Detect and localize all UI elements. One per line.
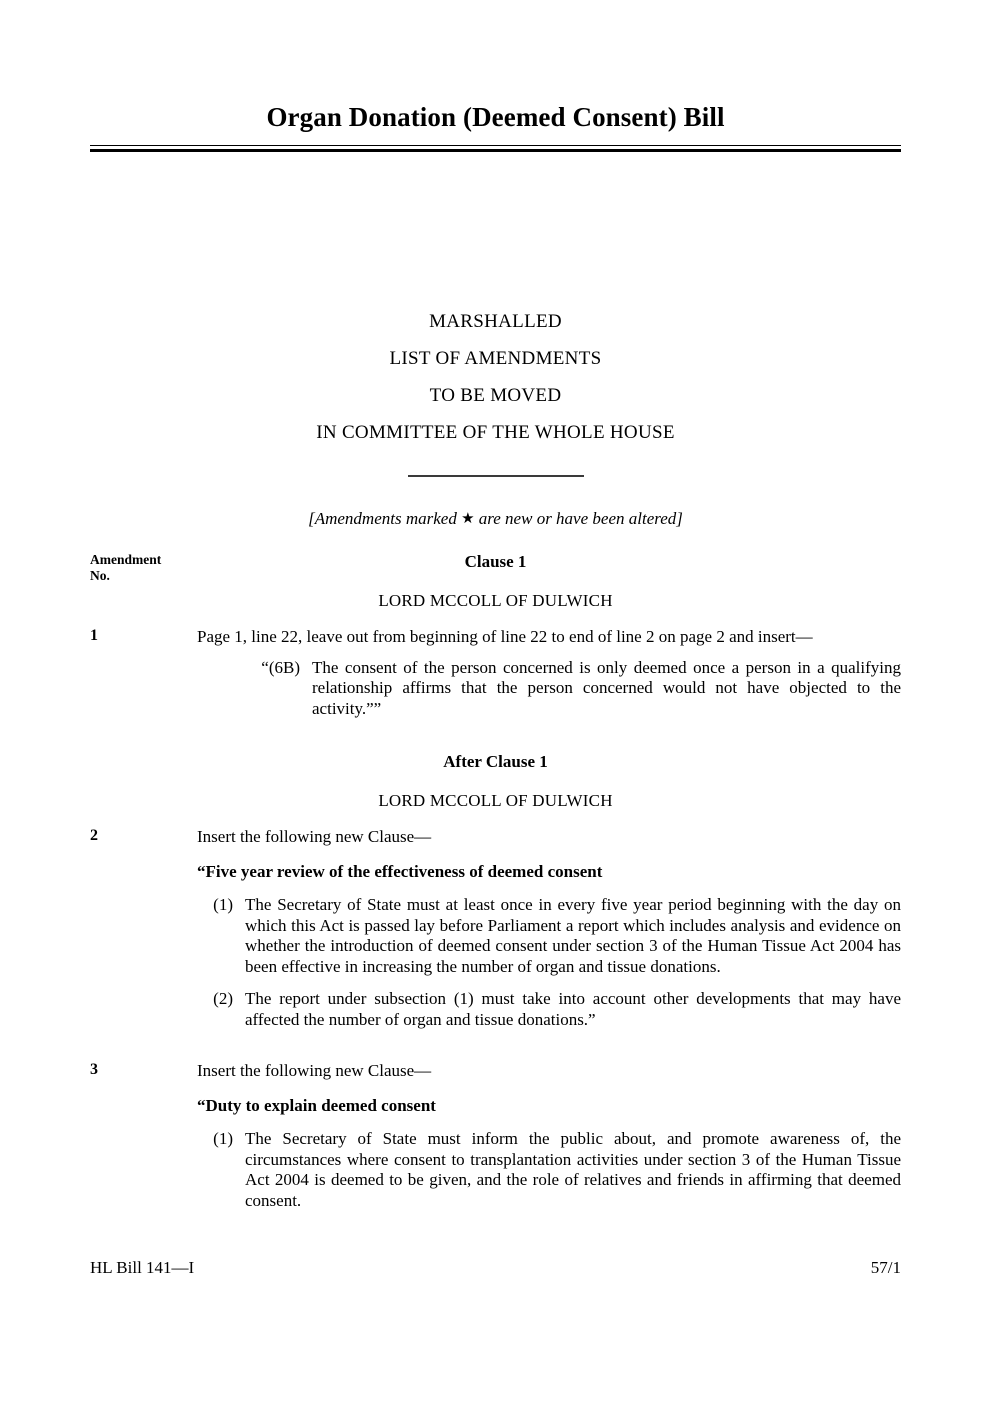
amendment-row-1	[90, 627, 901, 648]
heading-short-rule	[408, 475, 584, 477]
new-clause-title: “Five year review of the effectiveness of deemed consent	[197, 861, 603, 881]
marked-note-after: are new or have been altered]	[474, 509, 683, 528]
section-heading-after-clause-1: After Clause 1	[443, 752, 548, 771]
amendment-number: 1	[90, 627, 98, 644]
member-name-after-clause-1: LORD MCCOLL OF DULWICH	[378, 791, 613, 810]
title-rule-thick	[90, 149, 901, 152]
amendment-no-label-line1: Amendment	[90, 552, 162, 567]
page-footer	[90, 1258, 901, 1278]
amendment-number: 2	[90, 827, 98, 844]
amendment-1-subparagraph	[240, 658, 901, 720]
amendments-content	[90, 552, 901, 1211]
amendment-lead-text: Insert the following new Clause—	[197, 827, 432, 846]
title-rule-thin	[90, 145, 901, 146]
page-title: Organ Donation (Deemed Consent) Bill	[266, 102, 725, 132]
footer-page-marker: 57/1	[870, 1258, 901, 1277]
member-name-clause-1: LORD MCCOLL OF DULWICH	[378, 591, 613, 610]
amendments-marked-note	[90, 509, 901, 529]
amendment-2-paragraph-1	[197, 895, 901, 977]
paragraph-marker: (2)	[213, 989, 233, 1008]
paragraph-marker: (1)	[213, 1129, 233, 1148]
paragraph-text: The Secretary of State must inform the public about, and promote awareness of, the circumstances where consent to transplantation activities under section 3 of the Human Tissue Act 2004 is deemed to be given, and the role of relatives and friends in affirming that deemed consent.	[245, 1129, 901, 1210]
amendment-lead-text: Page 1, line 22, leave out from beginning of line 22 to end of line 2 on page 2 and insert—	[197, 627, 813, 646]
amendment-lead-text: Insert the following new Clause—	[197, 1061, 432, 1080]
section-heading-clause-1: Clause 1	[464, 552, 527, 571]
amendment-no-column-label	[90, 552, 200, 584]
paragraph-marker: (1)	[213, 895, 233, 914]
heading-line-in-committee: IN COMMITTEE OF THE WHOLE HOUSE	[316, 422, 675, 443]
new-clause-title: “Duty to explain deemed consent	[197, 1095, 436, 1115]
amendment-row-2	[90, 827, 901, 848]
star-icon: ★	[461, 511, 475, 527]
heading-line-list-of-amendments: LIST OF AMENDMENTS	[389, 348, 602, 369]
subparagraph-text: The consent of the person concerned is only deemed once a person in a qualifying relationship affirms that the person concerned would not have objected to the activity.””	[312, 657, 901, 718]
paragraph-text: The report under subsection (1) must take into account other developments that may have affected the number of organ and tissue donations.”	[245, 989, 901, 1029]
amendment-no-label-line2: No.	[90, 568, 110, 583]
amendment-3-paragraph-1	[197, 1129, 901, 1211]
amendment-2-paragraph-2	[197, 989, 901, 1030]
marshalled-heading-block	[90, 303, 901, 477]
paragraph-text: The Secretary of State must at least once in every five year period beginning with the day on which this Act is passed lay before Parliament a report which includes analysis and evidence on whether the introduction of deemed consent under section 3 of the Human Tissue Act 2004 has been effective in increasing the number of organ and tissue donations.	[245, 895, 901, 976]
title-divider	[90, 145, 901, 152]
heading-line-marshalled: MARSHALLED	[429, 311, 562, 332]
amendment-row-3	[90, 1061, 901, 1082]
footer-bill-number: HL Bill 141—I	[90, 1258, 195, 1277]
subparagraph-marker: “(6B)	[261, 657, 300, 677]
heading-line-to-be-moved: TO BE MOVED	[429, 385, 562, 406]
amendment-number: 3	[90, 1061, 98, 1078]
marked-note-before: [Amendments marked	[308, 509, 462, 528]
